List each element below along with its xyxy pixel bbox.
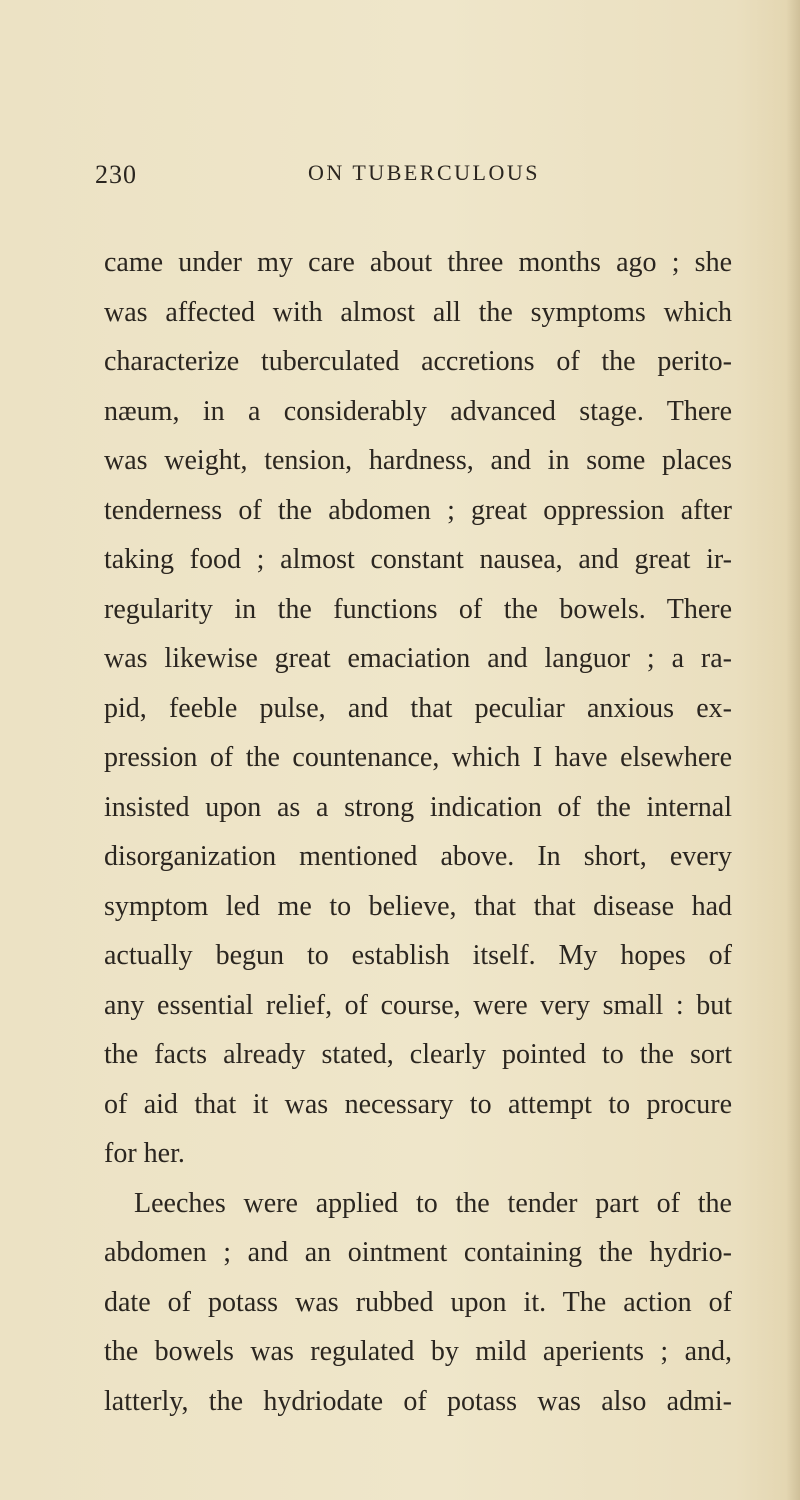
text-line: næum, in a considerably advanced stage. There	[104, 395, 732, 427]
page-edge-shadow	[786, 0, 800, 1500]
text-line: taking food ; almost constant nausea, and great ir-	[104, 544, 732, 575]
text-line: the bowels was regulated by mild aperients ; and,	[104, 1336, 732, 1367]
text-line: the facts already stated, clearly pointed to the sort	[104, 1039, 732, 1070]
text-line: actually begun to establish itself. My hopes of	[104, 940, 732, 971]
text-line: latterly, the hydriodate of potass was also admi-	[104, 1385, 732, 1417]
text-line: of aid that it was necessary to attempt to procure	[104, 1088, 732, 1120]
text-line: date of potass was rubbed upon it. The action of	[104, 1286, 732, 1318]
text-line: was weight, tension, hardness, and in some places	[104, 445, 732, 476]
text-line: came under my care about three months ago ; she	[104, 247, 732, 278]
text-line: pid, feeble pulse, and that peculiar anxious ex-	[104, 692, 732, 724]
paragraph-1	[104, 238, 732, 1179]
text-line: Leeches were applied to the tender part of the	[134, 1187, 732, 1219]
text-line: characterize tuberculated accretions of the perito-	[104, 346, 732, 377]
text-line: regularity in the functions of the bowels. There	[104, 593, 732, 625]
running-title: ON TUBERCULOUS	[307, 160, 540, 185]
paragraph-2	[104, 1179, 732, 1427]
text-line: disorganization mentioned above. In short, every	[104, 841, 732, 872]
text-line: tenderness of the abdomen ; great oppression after	[104, 494, 732, 526]
text-line: abdomen ; and an ointment containing the hydrio-	[104, 1237, 732, 1268]
text-line: any essential relief, of course, were very small : but	[104, 989, 732, 1021]
body-text	[104, 238, 732, 1426]
text-line: was affected with almost all the symptoms which	[104, 296, 732, 328]
text-line: pression of the countenance, which I have elsewhere	[104, 742, 732, 773]
text-line: for her.	[104, 1138, 185, 1169]
running-head	[95, 160, 727, 192]
text-line: insisted upon as a strong indication of the internal	[104, 791, 732, 823]
page-number: 230	[95, 160, 137, 189]
text-line: symptom led me to believe, that that disease had	[104, 890, 732, 922]
text-line: was likewise great emaciation and languor ; a ra-	[104, 643, 732, 674]
